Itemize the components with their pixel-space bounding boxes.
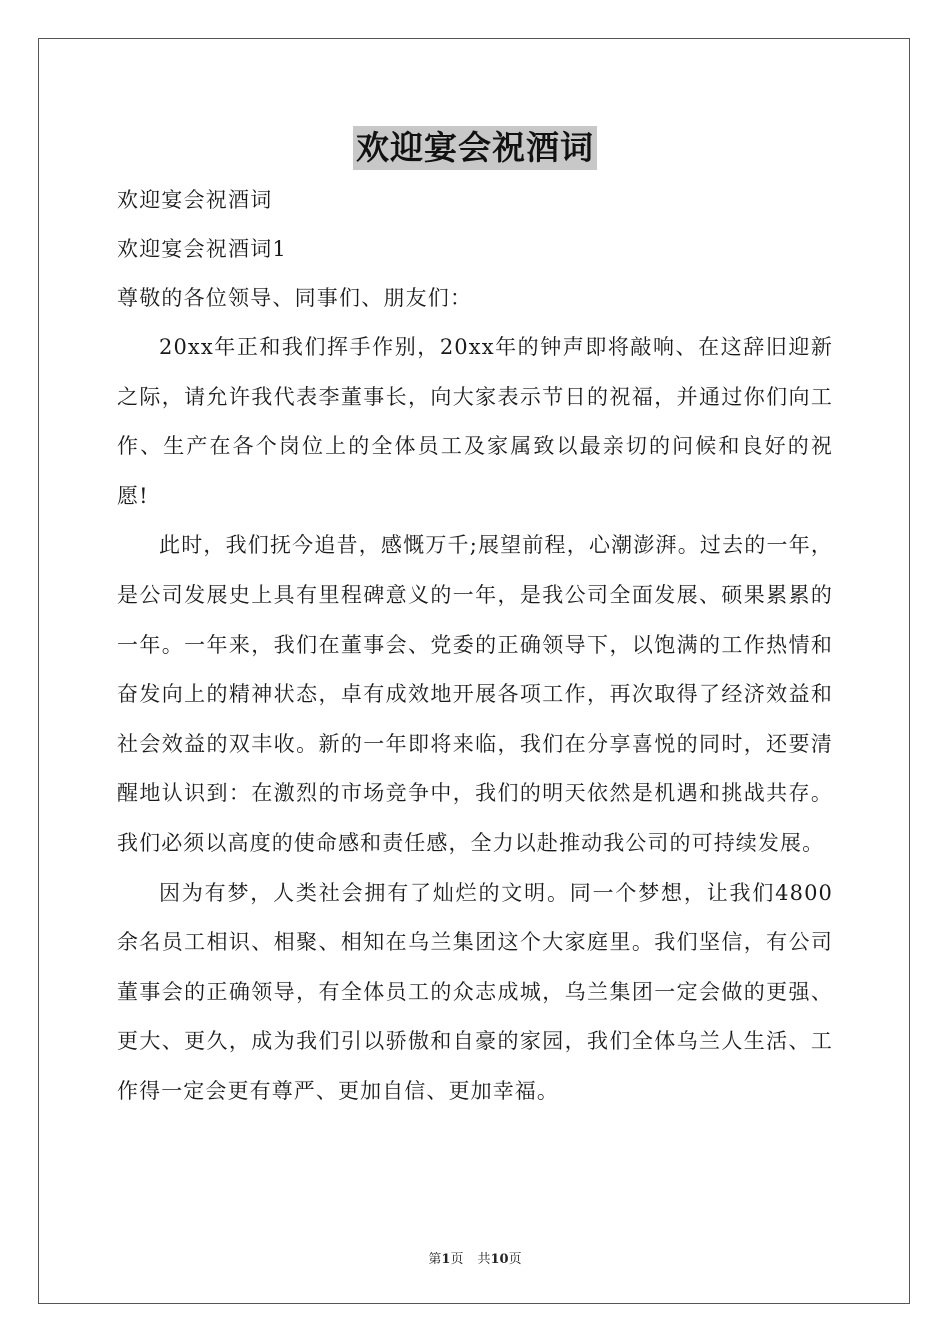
total-prefix: 共 <box>477 1252 491 1267</box>
paragraph-2: 此时，我们抚今追昔，感慨万千;展望前程，心潮澎湃。过去的一年，是公司发展史上具有里程碑意义的一年，是我公司全面发展、硕果累累的一年。一年来，我们在董事会、党委的正确领导下，以饱满的工作热情和奋发向上的精神状态，卓有成效地开展各项工作，再次取得了经济效益和社会效益的双丰收。新的一年即将来临，我们在分享喜悦的同时，还要清醒地认识到：在激烈的市场竞争中，我们的明天依然是机遇和挑战共存。我们必须以高度的使命感和责任感，全力以赴推动我公司的可持续发展。 <box>117 533 833 855</box>
document-subtitle: 欢迎宴会祝酒词 <box>117 188 273 212</box>
salutation: 尊敬的各位领导、同事们、朋友们： <box>117 286 473 310</box>
page-prefix: 第 <box>428 1252 442 1267</box>
total-pages: 10 <box>490 1252 509 1267</box>
page-suffix: 页 <box>450 1252 464 1267</box>
document-body <box>117 176 833 1117</box>
section-heading: 欢迎宴会祝酒词1 <box>117 237 287 261</box>
paragraph-3: 因为有梦，人类社会拥有了灿烂的文明。同一个梦想，让我们4800余名员工相识、相聚、相知在乌兰集团这个大家庭里。我们坚信，有公司董事会的正确领导，有全体员工的众志成城，乌兰集团一定会做的更强、更大、更久，成为我们引以骄傲和自豪的家园，我们全体乌兰人生活、工作得一定会更有尊严、更加自信、更加幸福。 <box>117 880 833 1103</box>
total-suffix: 页 <box>508 1252 522 1267</box>
document-title <box>0 126 950 170</box>
paragraph-1: 20xx年正和我们挥手作别，20xx年的钟声即将敲响、在这辞旧迎新之际，请允许我代表李董事长，向大家表示节日的祝福，并通过你们向工作、生产在各个岗位上的全体员工及家属致以最亲切的问候和良好的祝愿! <box>117 335 833 508</box>
document-title-text: 欢迎宴会祝酒词 <box>353 126 597 170</box>
page-number: 1 <box>441 1252 451 1267</box>
page-footer <box>0 1248 950 1267</box>
